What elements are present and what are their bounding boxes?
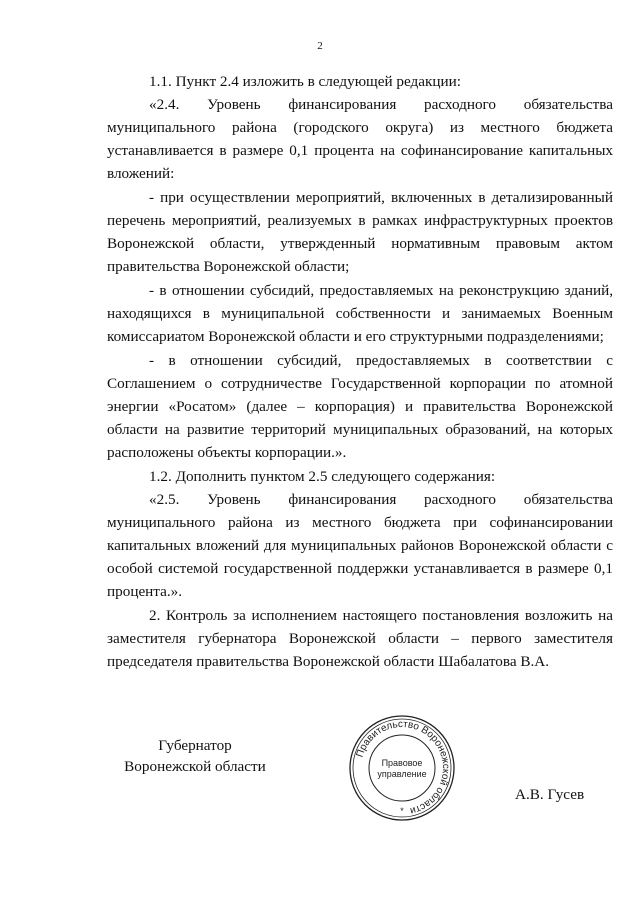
paragraph-2: 2. Контроль за исполнением настоящего постановления возложить на заместителя губернатора Воронежской области – первого заместителя председателя правительства Воронежской области Шабалатова В.А. (107, 607, 613, 670)
stamp-center-line2: управление (377, 769, 427, 779)
stamp-ring-text: Правительство Воронежской области (354, 718, 452, 817)
signatory-position (105, 735, 285, 777)
signatory-position-line1: Губернатор (158, 737, 232, 754)
paragraph-1-2: 1.2. Дополнить пунктом 2.5 следующего содержания: (149, 468, 496, 485)
paragraph-bullet-3: - в отношении субсидий, предоставляемых в соответствии с Соглашением о сотрудничестве Государственной корпорации по атомной энергии «Росатом» (далее – корпорация) и правительства Воронежской области на развитие территорий муниципальных образований, на которых расположены объекты корпорации.». (107, 352, 613, 461)
signatory-name: А.В. Гусев (515, 786, 585, 803)
paragraph-2-4: «2.4. Уровень финансирования расходного обязательства муниципального района (городского округа) из местного бюджета устанавливается в размере 0,1 процента на софинансирование капитальных вложений: (107, 96, 613, 182)
stamp-inner-ring (369, 735, 435, 801)
paragraph-1-1: 1.1. Пункт 2.4 изложить в следующей редакции: (149, 73, 462, 90)
signatory-position-line2: Воронежской области (124, 758, 266, 775)
stamp-star-icon: * (400, 806, 404, 816)
page-number: 2 (317, 40, 323, 52)
stamp-outer-ring (350, 716, 454, 820)
official-stamp (347, 713, 457, 823)
document-body (107, 70, 613, 673)
paragraph-bullet-2: - в отношении субсидий, предоставляемых на реконструкцию зданий, находящихся в муниципальной собственности и занимаемых Военным комиссариатом Воронежской области и его структурными подразделениями; (107, 282, 613, 345)
stamp-center-line1: Правовое (381, 758, 423, 768)
paragraph-bullet-1: - при осуществлении мероприятий, включенных в детализированный перечень мероприятий, реализуемых в рамках инфраструктурных проектов Воронежской области, утвержденный нормативным правовым актом правительства Воронежской области; (107, 189, 613, 275)
paragraph-2-5: «2.5. Уровень финансирования расходного обязательства муниципального района из местного бюджета при софинансировании капитальных вложений для муниципальных районов Воронежской области с особой системой государственной поддержки устанавливается в размере 0,1 процента.». (107, 491, 613, 600)
